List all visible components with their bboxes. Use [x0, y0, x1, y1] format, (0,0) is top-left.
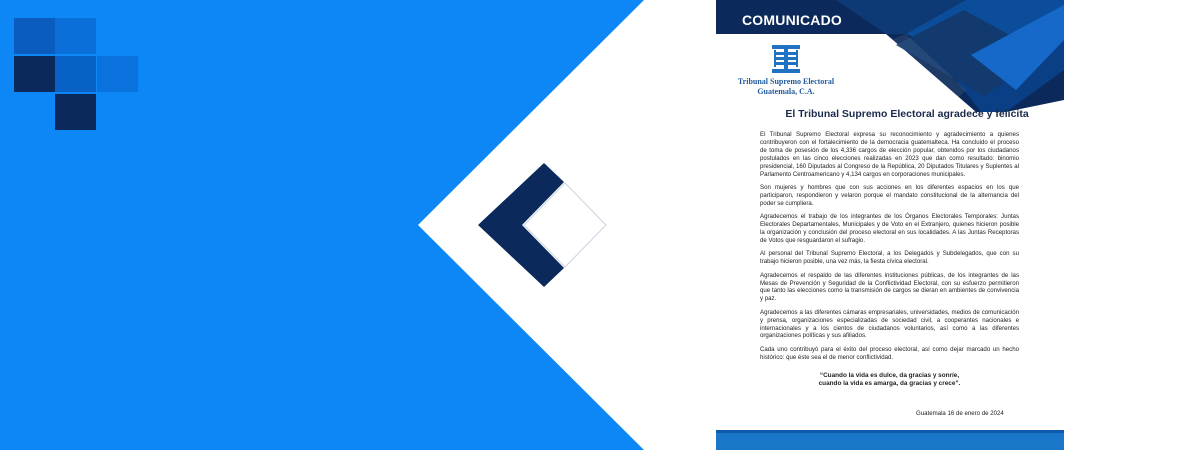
decor-square [55, 56, 96, 92]
decor-square [14, 56, 55, 92]
document-footer-bar [716, 430, 1064, 450]
document-body [760, 131, 1019, 388]
paragraph: Agradecemos el respaldo de las diferentes instituciones públicas, de los integrantes de las Mesas de Prevención y Seguridad de la Conflictividad Electoral, con su esfuerzo permitieron que tanto las elecciones como la transmisión de cargos se dieran en ambientes de convivencia y paz. [760, 271, 1019, 303]
quote-line: cuando la vida es amarga, da gracias y crece”. [818, 379, 961, 387]
decor-square [97, 56, 138, 92]
quote-line: “Cuando la vida es dulce, da gracias y sonríe, [819, 371, 960, 379]
paragraph: Agradecemos el trabajo de los integrantes de los Órganos Electorales Temporales: Juntas Electorales Departamentales, Municipales y de Voto en el Extranjero, quienes hicieron posible la organización y conclusión del proceso electoral en sus localidades. A las Juntas Receptoras de Votos que resguardaron el sufragio. [760, 213, 1019, 244]
document-headline: El Tribunal Supremo Electoral agradece y felicita [785, 108, 1029, 120]
footer-highlight [716, 430, 1064, 433]
press-release-document [716, 0, 1064, 450]
banner-label: COMUNICADO [742, 12, 842, 28]
document-date: Guatemala 16 de enero de 2024 [916, 410, 1004, 417]
decor-square [55, 94, 96, 130]
paragraph: El Tribunal Supremo Electoral expresa su reconocimiento y agradecimiento a quienes contribuyeron con el fortalecimiento de la democracia guatemalteca. Ha concluido el proceso de toma de posesión de los 4,336 cargos de elección popular, obtenidos por los ciudadanos postulados en las cinco elecciones realizadas en 2023 que dan como resultado: binomio presidencial, 160 Diputados al Congreso de la República, 20 Diputados Titulares y Suplentes al Parlamento Centroamericano y 4,134 cargos en corporaciones municipales. [760, 131, 1019, 178]
tse-emblem-icon [770, 44, 802, 74]
paragraph: Agradecemos a las diferentes cámaras empresariales, universidades, medios de comunicación y prensa, organizaciones especializadas de sociedad civil, a cooperantes nacionales e internacionales y a los cientos de ciudadanos voluntarios, así como a las diferentes organizaciones políticas y sus afiliados. [760, 308, 1019, 340]
logo-name: Tribunal Supremo Electoral [737, 77, 835, 86]
quote [760, 372, 1019, 388]
paragraph: Son mujeres y hombres que con sus acciones en los diferentes espacios en los que participaron, respondieron y velaron porque el mandato constitucional de la alternancia del poder se cumpliera. [760, 183, 1019, 207]
paragraph: Al personal del Tribunal Supremo Electoral, a los Delegados y Subdelegados, que con su trabajo hicieron posible, una vez más, la fiesta cívica electoral. [760, 250, 1019, 266]
document-header [716, 0, 1064, 112]
logo-country: Guatemala, C.A. [757, 87, 815, 96]
paragraph: Cada uno contribuyó para el éxito del proceso electoral, así como dejar marcado un hecho histórico: que éste sea el de menor conflictividad. [760, 345, 1019, 361]
decor-square [55, 18, 96, 54]
tse-logo [736, 44, 836, 100]
decor-square [14, 18, 55, 54]
